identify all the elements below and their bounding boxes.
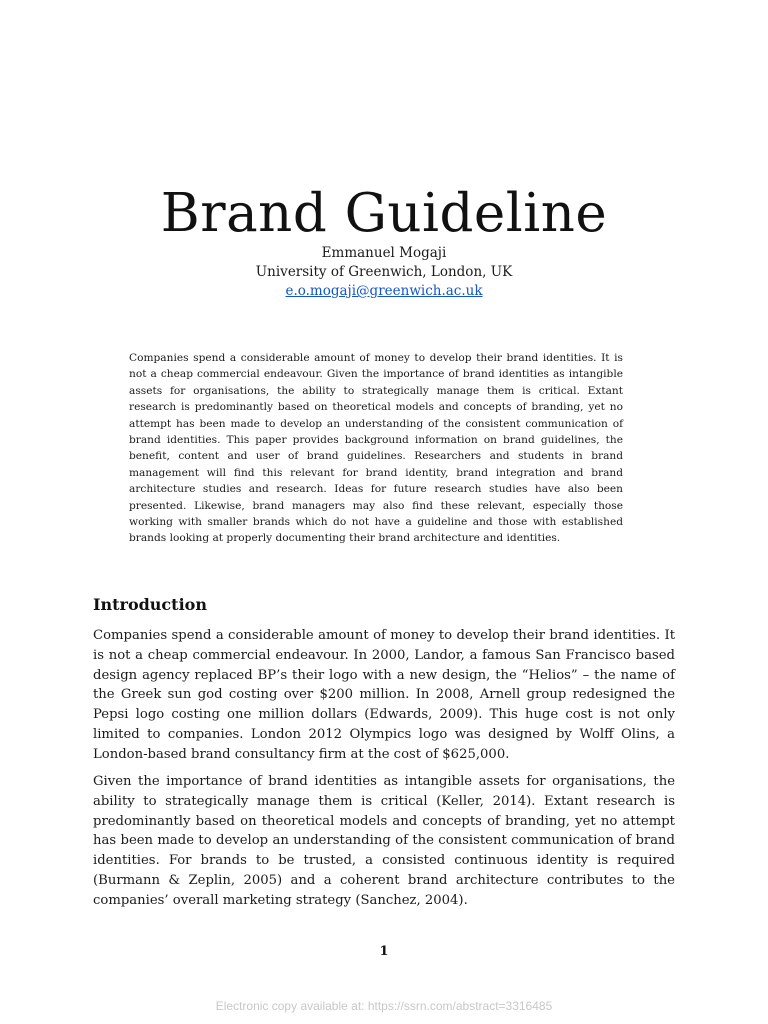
author-email-link[interactable]: e.o.mogaji@greenwich.ac.uk: [285, 283, 483, 299]
author-affiliation: University of Greenwich, London, UK: [255, 264, 513, 280]
body-paragraph: Companies spend a considerable amount of money to develop their brand identities. It is not a cheap commercial endeavour. In 2000, Landor, a famous San Francisco based design agency replaced BP’s their logo with a new design, the “Helios” – the name of the Greek sun god costing over $200 million. In 2008, Arnell group redesigned the Pepsi logo costing one million dollars (Edwards, 2009). This huge cost is not only limited to companies. London 2012 Olympics logo was designed by Wolff Olins, a London-based brand consultancy firm at the cost of $625,000.: [93, 628, 675, 762]
author-block: [0, 244, 768, 301]
author-name: Emmanuel Mogaji: [321, 245, 447, 261]
section-heading-introduction: Introduction: [93, 595, 207, 614]
ssrn-footer: Electronic copy available at: https://ssrn.com/abstract=3316485: [215, 999, 553, 1013]
page-number: 1: [379, 944, 389, 959]
abstract: Companies spend a considerable amount of money to develop their brand identities. It is not a cheap commercial endeavour. Given the importance of brand identities as intangible assets for organisations, the ability to strategically manage them is critical. Extant research is predominantly based on theoretical models and concepts of branding, yet no attempt has been made to develop an understanding of the consistent communication of brand identities. This paper provides background information on brand guidelines, the benefit, content and user of brand guidelines. Researchers and students in brand management will find this relevant for brand identity, brand integration and brand architecture studies and research. Ideas for future research studies have also been presented. Likewise, brand managers may also find these relevant, especially those working with smaller brands which do not have a guideline and those with established brands looking at properly documenting their brand architecture and identities.: [129, 352, 623, 545]
page-title: Brand Guideline: [160, 182, 608, 244]
body-paragraph: Given the importance of brand identities as intangible assets for organisations, the ability to strategically manage them is critical (Keller, 2014). Extant research is predominantly based on theoretical models and concepts of branding, yet no attempt has been made to develop an understanding of the consistent communication of brand identities. For brands to be trusted, a consisted continuous identity is required (Burmann & Zeplin, 2005) and a coherent brand architecture contributes to the companies’ overall marketing strategy (Sanchez, 2004).: [93, 774, 675, 908]
